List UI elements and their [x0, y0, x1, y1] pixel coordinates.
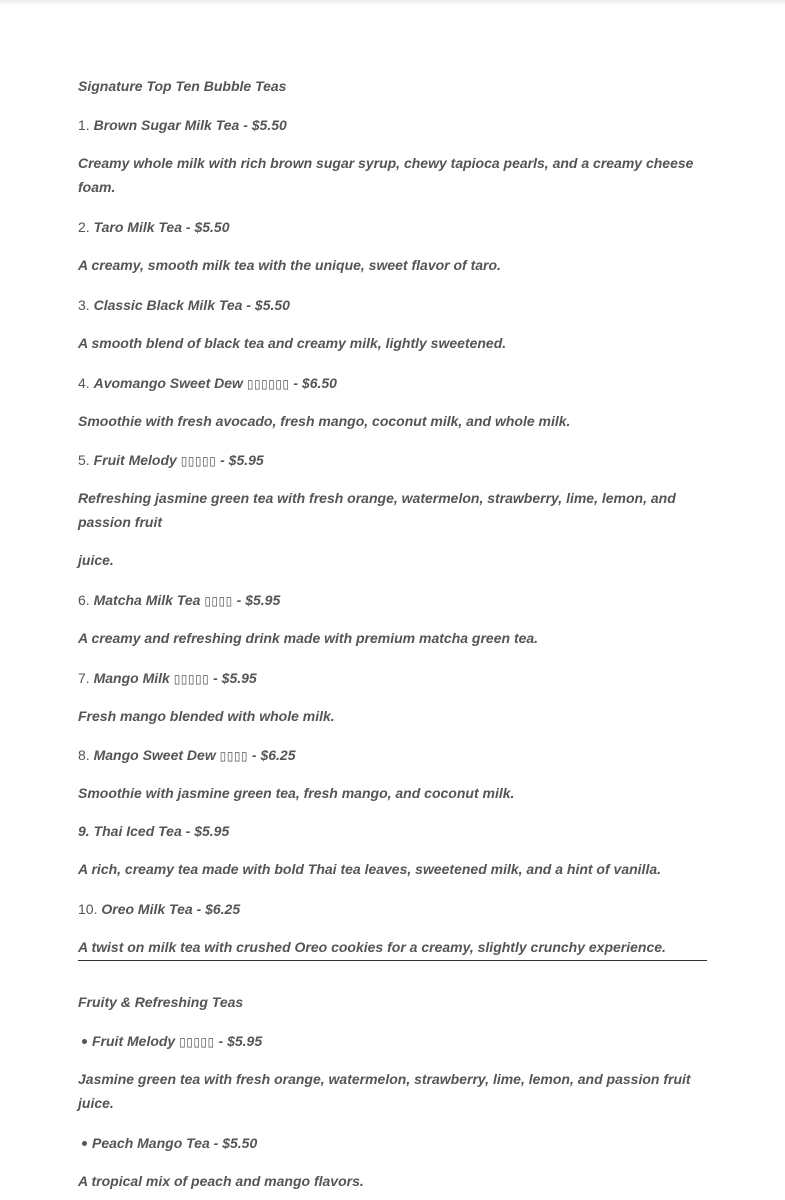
item-description: A creamy, smooth milk tea with the unique, sweet flavor of taro. — [78, 257, 501, 273]
item-price: - $6.25 — [192, 901, 241, 917]
item-description: A smooth blend of black tea and creamy milk, lightly sweetened. — [78, 335, 507, 351]
item-chinese-name: ▯▯▯▯▯ — [180, 454, 217, 468]
item-name: Matcha Milk Tea — [93, 592, 201, 608]
item-price: - $5.95 — [232, 592, 281, 608]
item-price: - $5.95 — [216, 452, 264, 468]
item-price: - $6.25 — [248, 747, 296, 763]
item-name: Avomango Sweet Dew — [93, 375, 243, 391]
item-chinese-name: ▯▯▯▯ — [204, 594, 233, 608]
item-chinese-name: ▯▯▯▯▯ — [179, 1035, 215, 1049]
item-number: 7. — [78, 670, 90, 686]
menu-item — [78, 371, 337, 396]
menu-item — [78, 897, 240, 921]
item-number: 6. — [78, 592, 90, 608]
item-name: Oreo Milk Tea — [101, 901, 193, 917]
item-number: 3. — [78, 297, 90, 313]
item-description: A tropical mix of peach and mango flavors. — [78, 1173, 364, 1189]
item-description: A rich, creamy tea made with bold Thai tea leaves, sweetened milk, and a hint of vanilla. — [78, 861, 662, 877]
item-chinese-name: ▯▯▯▯▯▯ — [246, 377, 290, 391]
list-item — [92, 1131, 257, 1155]
item-name: Mango Sweet Dew — [93, 747, 216, 763]
section-heading-fruity: Fruity & Refreshing Teas — [78, 994, 244, 1010]
item-number: 5. — [78, 452, 90, 468]
item-number: 10. — [78, 901, 98, 917]
item-price: - $5.50 — [209, 1135, 258, 1151]
menu-item — [78, 215, 230, 239]
item-description: Refreshing jasmine green tea with fresh orange, watermelon, strawberry, lime, lemon, and passion fruit — [78, 490, 676, 530]
item-number: 4. — [78, 375, 90, 391]
menu-item — [78, 819, 229, 843]
top-shadow — [0, 0, 785, 6]
item-name: Fruit Melody — [92, 1033, 176, 1049]
item-price: - $5.50 — [239, 117, 287, 133]
menu-item — [78, 743, 296, 768]
item-price: - $5.50 — [182, 219, 230, 235]
section-heading-signature: Signature Top Ten Bubble Teas — [78, 78, 287, 94]
menu-item — [78, 293, 290, 317]
item-name: Fruit Melody — [93, 452, 177, 468]
item-price: - $6.50 — [289, 375, 337, 391]
item-description: Smoothie with fresh avocado, fresh mango, coconut milk, and whole milk. — [78, 413, 571, 429]
item-number: 8. — [78, 747, 90, 763]
menu-item — [78, 588, 280, 613]
item-price: - $5.95 — [209, 670, 257, 686]
item-price: - $5.95 — [214, 1033, 263, 1049]
item-description-continued: juice. — [78, 552, 114, 568]
item-description: Smoothie with jasmine green tea, fresh mango, and coconut milk. — [78, 785, 515, 801]
bullet-dot — [82, 1141, 87, 1146]
item-name: Classic Black Milk Tea — [93, 297, 243, 313]
item-name: Brown Sugar Milk Tea — [93, 117, 240, 133]
menu-item — [78, 666, 257, 691]
item-chinese-name: ▯▯▯▯ — [219, 749, 249, 763]
item-name: 9. Thai Iced Tea — [78, 823, 182, 839]
section-divider — [78, 960, 707, 961]
item-description: A twist on milk tea with crushed Oreo cookies for a creamy, slightly crunchy experience. — [78, 939, 666, 955]
bullet-dot — [82, 1039, 87, 1044]
item-description: A creamy and refreshing drink made with premium matcha green tea. — [78, 630, 539, 646]
item-name: Peach Mango Tea — [92, 1135, 210, 1151]
list-item — [92, 1029, 262, 1054]
item-price: - $5.95 — [181, 823, 230, 839]
item-description: Fresh mango blended with whole milk. — [78, 708, 335, 724]
item-description: Creamy whole milk with rich brown sugar syrup, chewy tapioca pearls, and a creamy cheese foam. — [78, 155, 694, 195]
item-number: 1. — [78, 117, 90, 133]
item-chinese-name: ▯▯▯▯▯ — [173, 672, 210, 686]
item-name: Mango Milk — [93, 670, 170, 686]
menu-item — [78, 448, 264, 473]
item-number: 2. — [78, 219, 90, 235]
item-description: Jasmine green tea with fresh orange, watermelon, strawberry, lime, lemon, and passion fruit juice. — [78, 1071, 691, 1111]
menu-item — [78, 113, 287, 137]
item-name: Taro Milk Tea — [93, 219, 183, 235]
item-price: - $5.50 — [242, 297, 290, 313]
